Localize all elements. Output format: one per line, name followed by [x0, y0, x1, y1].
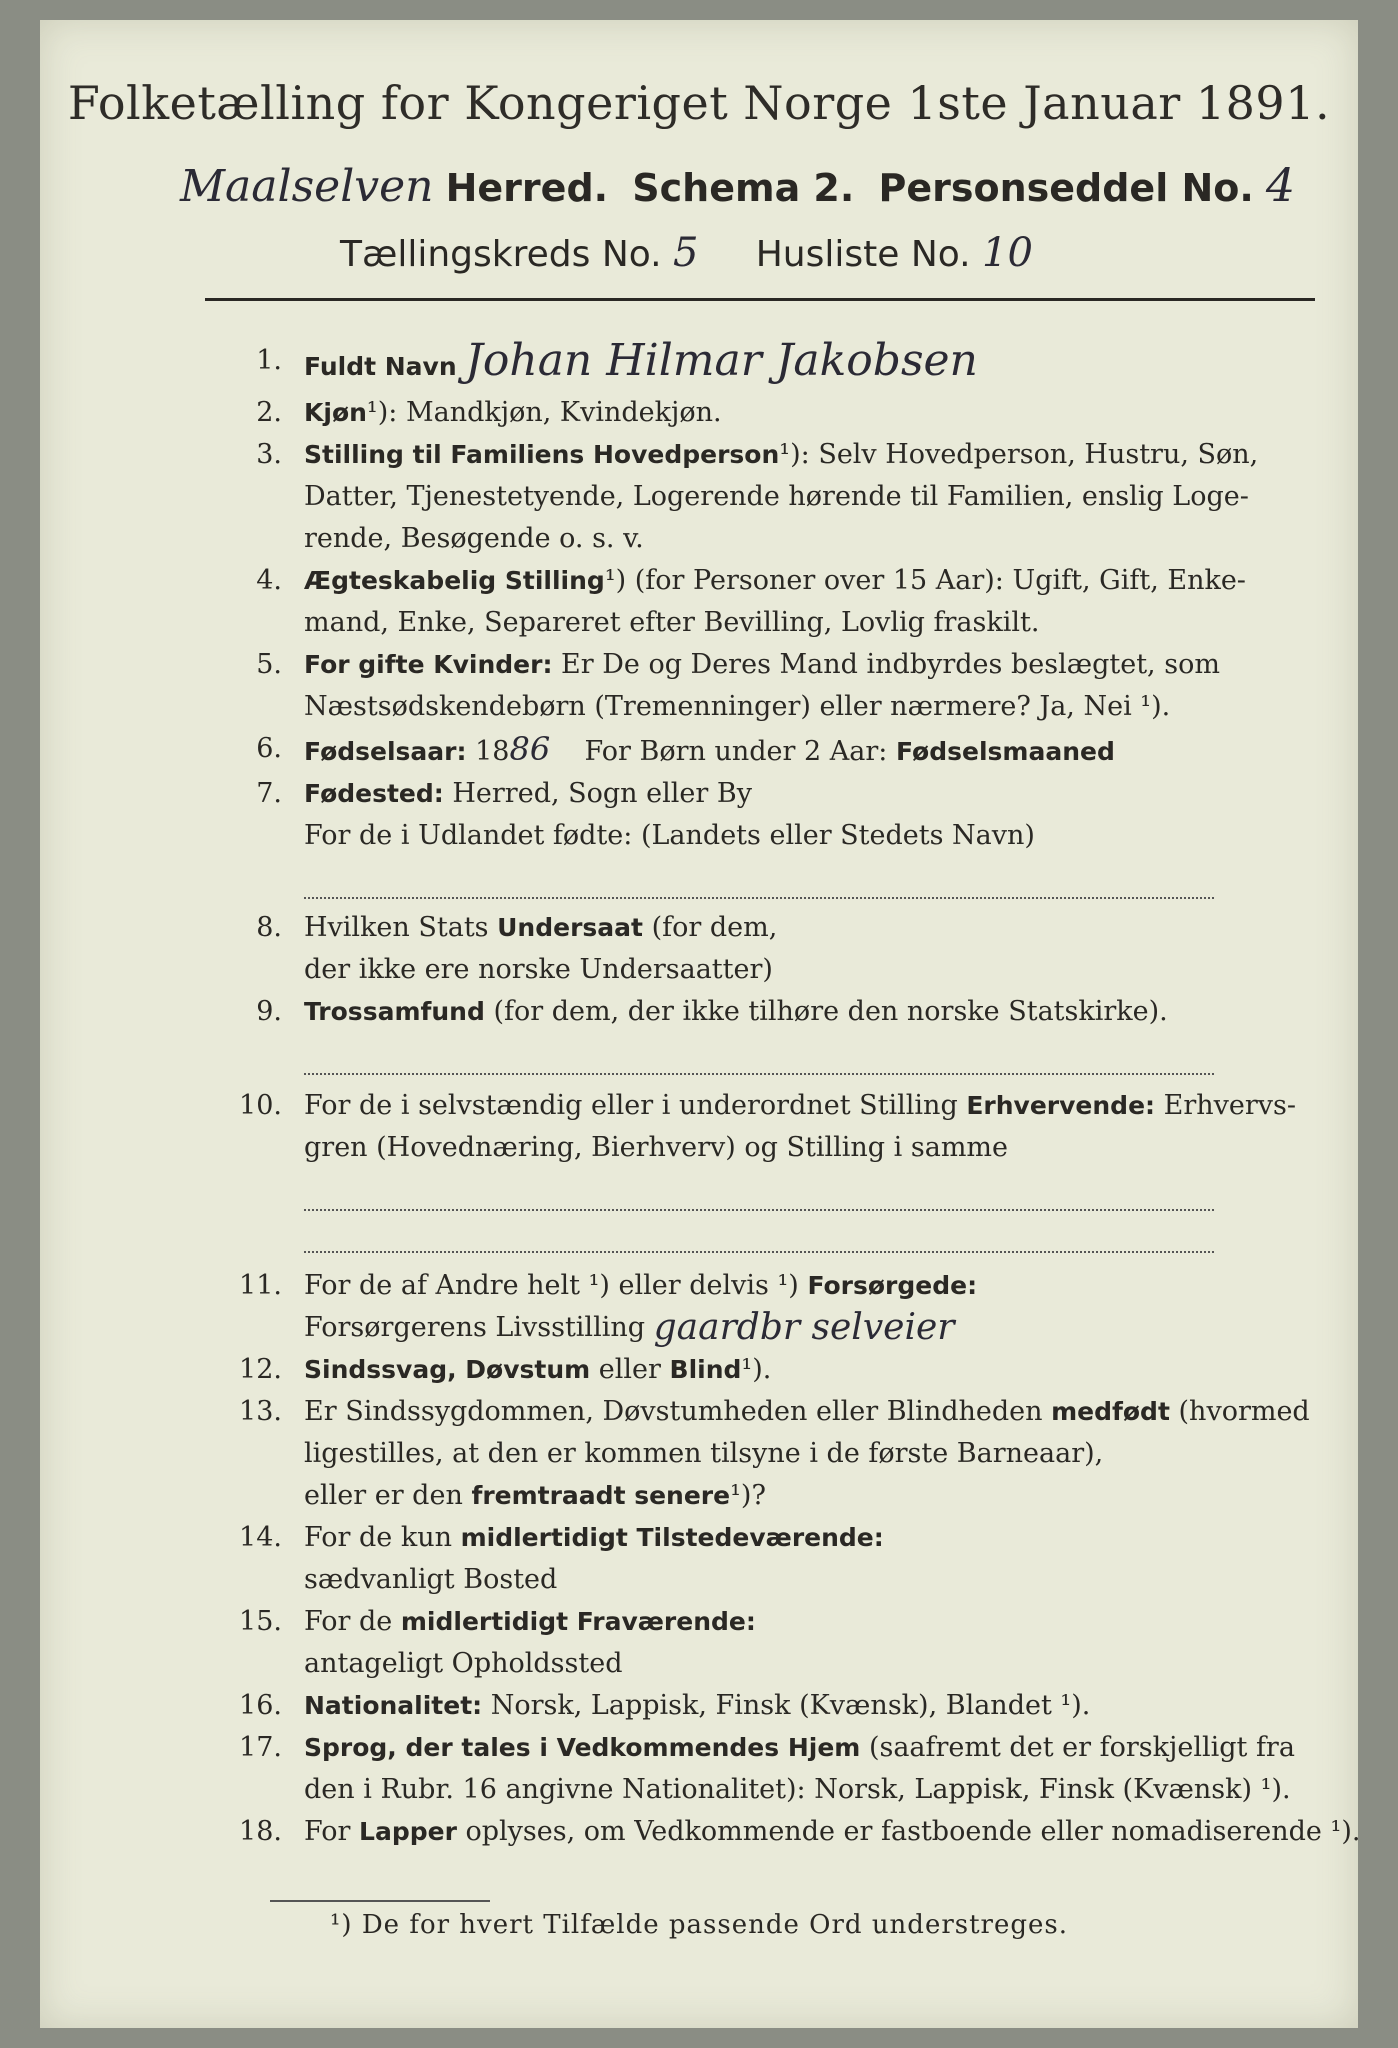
- full-name-value: Johan Hilmar Jakobsen: [465, 335, 978, 386]
- item-text: 18: [475, 736, 510, 767]
- item-text: Næstsødskendebørn (Tremenninger) eller nærmere? Ja, Nei ¹).: [304, 691, 1171, 722]
- item-5: [220, 644, 1330, 686]
- item-number: 14.: [239, 1522, 282, 1553]
- item-text: For de: [304, 1606, 393, 1637]
- item-number: 16.: [239, 1690, 282, 1721]
- item-11: [220, 1265, 1330, 1307]
- item-8-cont: [220, 949, 1330, 991]
- item-label: fremtraadt senere: [471, 1481, 731, 1510]
- item-label: medfødt: [1051, 1397, 1170, 1426]
- item-10-blank2: [220, 1211, 1330, 1253]
- item-number: 8.: [256, 912, 282, 943]
- item-9-blank: [220, 1033, 1330, 1075]
- item-15-cont: [220, 1643, 1330, 1685]
- item-16: [220, 1685, 1330, 1727]
- item-label: midlertidigt Tilstedeværende:: [460, 1523, 884, 1552]
- kreds-label: Tællingskreds No.: [340, 234, 662, 275]
- item-label: Stilling til Familiens Hovedperson: [304, 440, 780, 469]
- item-text: mand, Enke, Separeret efter Bevilling, Lovlig fraskilt.: [304, 607, 1040, 638]
- item-label: Fødselsmaaned: [895, 737, 1115, 766]
- item-text: ligestilles, at den er kommen tilsyne i de første Barneaar),: [304, 1438, 1104, 1469]
- item-text: antageligt Opholdssted: [304, 1648, 623, 1679]
- item-number: 5.: [256, 649, 282, 680]
- item-label: Fuldt Navn: [304, 352, 457, 381]
- item-18: [220, 1811, 1361, 1853]
- item-label: Trossamfund: [304, 997, 485, 1026]
- item-text: ¹) (for Personer over 15 Aar): Ugift, Gift, Enke-: [604, 565, 1246, 596]
- item-text: den i Rubr. 16 angivne Nationalitet): Norsk, Lappisk, Finsk (Kvænsk) ¹).: [304, 1774, 1291, 1805]
- item-7-blank: [220, 857, 1330, 899]
- item-number: 9.: [256, 996, 282, 1027]
- item-label: Nationalitet:: [304, 1691, 483, 1720]
- item-number: 12.: [239, 1354, 282, 1385]
- item-11-cont: [220, 1307, 1330, 1349]
- item-13: [220, 1391, 1330, 1433]
- item-text: gren (Hovednæring, Bierhverv) og Stilling i samme: [304, 1132, 1009, 1163]
- item-14-cont: [220, 1559, 1330, 1601]
- kreds-number: 5: [673, 230, 699, 276]
- item-label: Undersaat: [497, 913, 643, 942]
- item-8: [220, 907, 1330, 949]
- personseddel-number: 4: [1265, 158, 1296, 212]
- item-4-cont: [220, 602, 1330, 644]
- footnote: ¹) De for hvert Tilfælde passende Ord understreges.: [330, 1910, 1069, 1940]
- item-label: Kjøn: [304, 398, 367, 427]
- item-text: rende, Besøgende o. s. v.: [304, 523, 644, 554]
- form-title: Folketælling for Kongeriget Norge 1ste Januar 1891.: [67, 76, 1331, 130]
- item-label: Ægteskabelig Stilling: [304, 566, 605, 595]
- footnote-rule: [270, 1900, 490, 1902]
- item-5-cont: [220, 686, 1330, 728]
- item-number: 13.: [239, 1396, 282, 1427]
- item-text: ¹): Selv Hovedperson, Hustru, Søn,: [779, 439, 1259, 470]
- item-12: [220, 1349, 1330, 1391]
- item-text: For de kun: [304, 1522, 452, 1553]
- item-17-cont: [220, 1769, 1330, 1811]
- kreds-line: [340, 230, 1033, 276]
- item-text: oplyses, om Vedkommende er fastboende eller nomadiserende ¹).: [465, 1816, 1361, 1847]
- item-7: [220, 773, 1330, 815]
- item-text: For de i selvstændig eller i underordnet Stilling: [304, 1090, 958, 1121]
- item-text: Er Sindssygdommen, Døvstumheden eller Blindheden: [304, 1396, 1043, 1427]
- item-text: Forsørgerens Livsstilling: [304, 1312, 646, 1343]
- item-text: (for dem, der ikke tilhøre den norske Statskirke).: [493, 996, 1168, 1027]
- supporter-occupation-value: gaardbr selveier: [653, 1307, 955, 1348]
- item-label: Fødselsaar:: [304, 737, 467, 766]
- husliste-number: 10: [982, 230, 1033, 276]
- item-number: 6.: [256, 733, 282, 764]
- schema-label: Schema 2.: [632, 166, 855, 210]
- item-label: Erhvervende:: [966, 1091, 1156, 1120]
- item-text: Herred, Sogn eller By: [452, 778, 752, 809]
- item-number: 11.: [239, 1270, 282, 1301]
- blank-line: [304, 1169, 1214, 1211]
- birth-year-value: 86: [509, 730, 551, 768]
- item-text: der ikke ere norske Undersaatter): [304, 954, 773, 985]
- item-text: For de i Udlandet fødte: (Landets eller Stedets Navn): [304, 820, 1035, 851]
- item-text: eller: [598, 1354, 661, 1385]
- item-1: [220, 335, 1330, 388]
- item-15: [220, 1601, 1330, 1643]
- blank-line: [304, 1211, 1214, 1253]
- item-13-cont2: [220, 1475, 1330, 1517]
- item-3: [220, 434, 1330, 476]
- item-text: Er De og Deres Mand indbyrdes beslægtet, som: [561, 649, 1220, 680]
- item-number: 10.: [239, 1090, 282, 1121]
- item-10-cont: [220, 1127, 1330, 1169]
- item-text: ¹): Mandkjøn, Kvindekjøn.: [366, 397, 722, 428]
- item-text: For de af Andre helt ¹) eller delvis ¹): [304, 1270, 799, 1301]
- item-text: Hvilken Stats: [304, 912, 489, 943]
- item-label: Forsørgede:: [807, 1271, 978, 1300]
- item-text: Norsk, Lappisk, Finsk (Kvænsk), Blandet ¹).: [490, 1690, 1091, 1721]
- personseddel-label: Personseddel No.: [878, 166, 1254, 210]
- item-7-cont: [220, 815, 1330, 857]
- item-text: (for dem,: [651, 912, 778, 943]
- blank-line: [304, 857, 1214, 899]
- item-3-cont2: [220, 518, 1330, 560]
- item-text: For Børn under 2 Aar:: [584, 736, 888, 767]
- header-rule: [205, 298, 1315, 301]
- census-form-page: [40, 20, 1361, 2028]
- item-number: 17.: [239, 1732, 282, 1763]
- item-label: Blind: [669, 1355, 742, 1384]
- item-text: Erhvervs-: [1163, 1090, 1297, 1121]
- item-text: ¹)?: [730, 1480, 766, 1511]
- item-6: [220, 728, 1330, 773]
- item-2: [220, 392, 1330, 434]
- blank-line: [304, 1033, 1214, 1075]
- item-number: 3.: [256, 439, 282, 470]
- item-number: 18.: [239, 1816, 282, 1847]
- herred-handwritten: Maalselven: [180, 161, 434, 212]
- form-items: [220, 335, 1361, 1853]
- item-number: 7.: [256, 778, 282, 809]
- item-text: (hvormed: [1178, 1396, 1310, 1427]
- item-text: For: [304, 1816, 351, 1847]
- herred-line: [180, 158, 1295, 212]
- item-4: [220, 560, 1330, 602]
- item-9: [220, 991, 1330, 1033]
- item-10-blank: [220, 1169, 1330, 1211]
- item-17: [220, 1727, 1330, 1769]
- item-3-cont: [220, 476, 1330, 518]
- item-13-cont: [220, 1433, 1330, 1475]
- item-label: midlertidigt Fraværende:: [400, 1607, 756, 1636]
- husliste-label: Husliste No.: [755, 234, 971, 275]
- item-text: eller er den: [304, 1480, 463, 1511]
- item-label: Lapper: [359, 1817, 457, 1846]
- item-label: Fødested:: [304, 779, 444, 808]
- item-text: (saafremt det er forskjelligt fra: [868, 1732, 1295, 1763]
- item-number: 2.: [256, 397, 282, 428]
- item-text: sædvanligt Bosted: [304, 1564, 558, 1595]
- item-number: 1.: [256, 345, 282, 376]
- item-number: 15.: [239, 1606, 282, 1637]
- item-14: [220, 1517, 1330, 1559]
- item-text: Datter, Tjenestetyende, Logerende hørende til Familien, enslig Loge-: [304, 481, 1249, 512]
- item-label: For gifte Kvinder:: [304, 650, 553, 679]
- item-text: ¹).: [741, 1354, 772, 1385]
- item-number: 4.: [256, 565, 282, 596]
- item-10: [220, 1085, 1330, 1127]
- herred-label: Herred.: [445, 166, 609, 210]
- item-label: Sprog, der tales i Vedkommendes Hjem: [304, 1733, 861, 1762]
- item-label: Sindssvag, Døvstum: [304, 1355, 591, 1384]
